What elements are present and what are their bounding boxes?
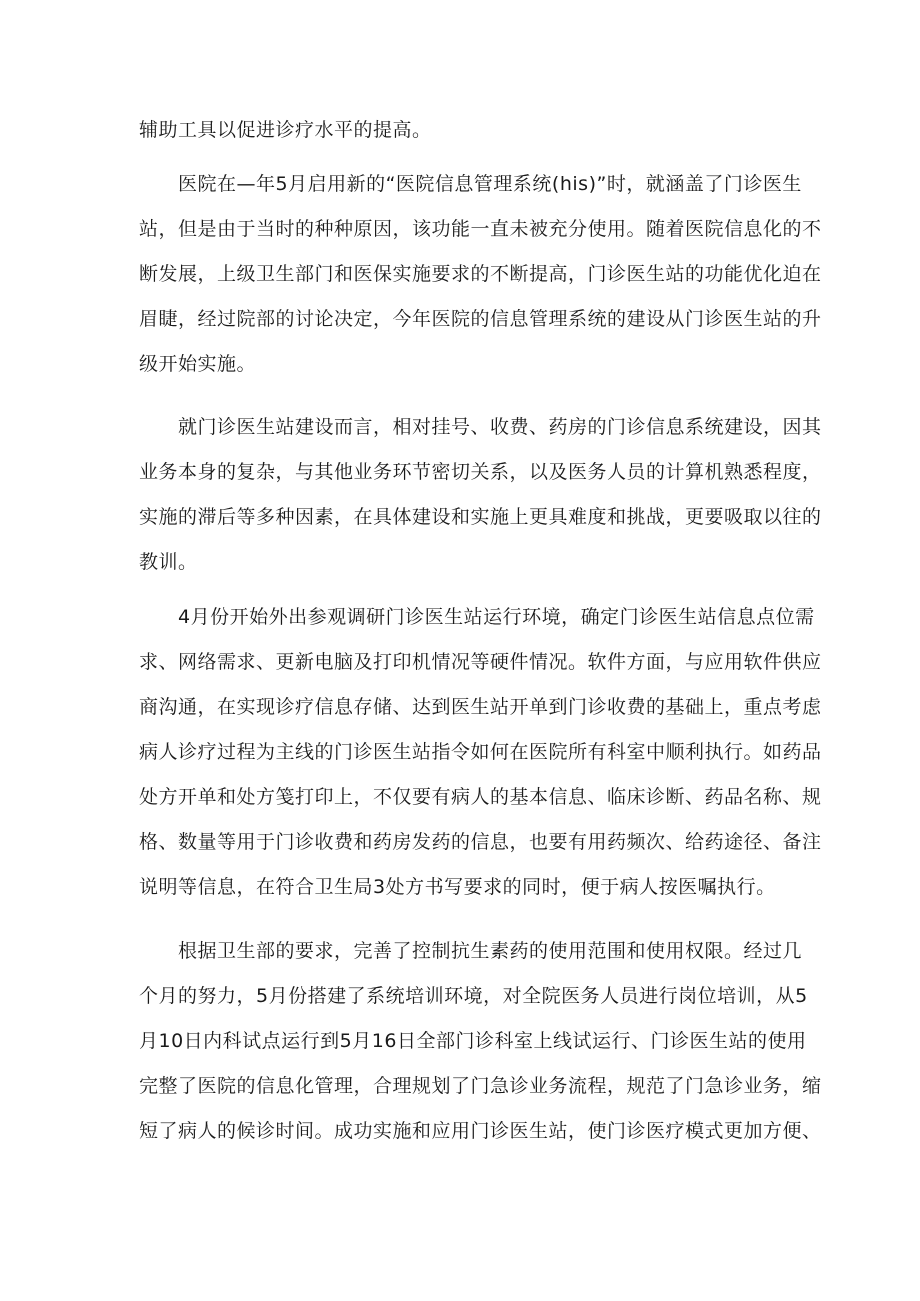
text-line: 病人诊疗过程为主线的门诊医生站指令如何在医院所有科室中顺利执行。如药品 <box>139 741 822 763</box>
text-line: 级开始实施。 <box>139 353 257 375</box>
text-line: 辅助工具以促进诊疗水平的提高。 <box>139 119 432 141</box>
text-line: 短了病人的候诊时间。成功实施和应用门诊医生站，使门诊医疗模式更加方便、 <box>139 1120 822 1142</box>
text-line: 求、网络需求、更新电脑及打印机情况等硬件情况。软件方面，与应用软件供应 <box>139 651 822 673</box>
text-line: 站，但是由于当时的种种原因，该功能一直未被充分使用。随着医院信息化的不 <box>139 218 822 240</box>
text-line: 眉睫，经过院部的讨论决定，今年医院的信息管理系统的建设从门诊医生站的升 <box>139 308 822 330</box>
text-line: 实施的滞后等多种因素，在具体建设和实施上更具难度和挑战，更要吸取以往的 <box>139 506 822 528</box>
text-line: 月10日内科试点运行到5月16日全部门诊科室上线试运行、门诊医生站的使用 <box>139 1030 807 1052</box>
text-line: 断发展，上级卫生部门和医保实施要求的不断提高，门诊医生站的功能优化迫在 <box>139 263 822 285</box>
text-line: 商沟通，在实现诊疗信息存储、达到医生站开单到门诊收费的基础上，重点考虑 <box>139 696 822 718</box>
text-line: 格、数量等用于门诊收费和药房发药的信息，也要有用药频次、给药途径、备注 <box>139 831 822 853</box>
text-line: 个月的努力，5月份搭建了系统培训环境，对全院医务人员进行岗位培训，从5 <box>139 985 808 1007</box>
text-line: 说明等信息，在符合卫生局3处方书写要求的同时，便于病人按医嘱执行。 <box>139 876 776 898</box>
text-line: 处方开单和处方笺打印上，不仅要有病人的基本信息、临床诊断、药品名称、规 <box>139 786 822 808</box>
text-line: 教训。 <box>139 551 198 573</box>
paragraph-first-line: 4月份开始外出参观调研门诊医生站运行环境，确定门诊医生站信息点位需 <box>178 606 815 628</box>
text-line: 完整了医院的信息化管理，合理规划了门急诊业务流程，规范了门急诊业务，缩 <box>139 1075 822 1097</box>
paragraph-first-line: 就门诊医生站建设而言，相对挂号、收费、药房的门诊信息系统建设，因其 <box>178 416 822 438</box>
text-line: 业务本身的复杂，与其他业务环节密切关系，以及医务人员的计算机熟悉程度， <box>139 461 822 483</box>
paragraph-first-line: 根据卫生部的要求，完善了控制抗生素药的使用范围和使用权限。经过几 <box>178 940 803 962</box>
paragraph-first-line: 医院在—年5月启用新的“医院信息管理系统(his)”时，就涵盖了门诊医生 <box>178 173 802 195</box>
